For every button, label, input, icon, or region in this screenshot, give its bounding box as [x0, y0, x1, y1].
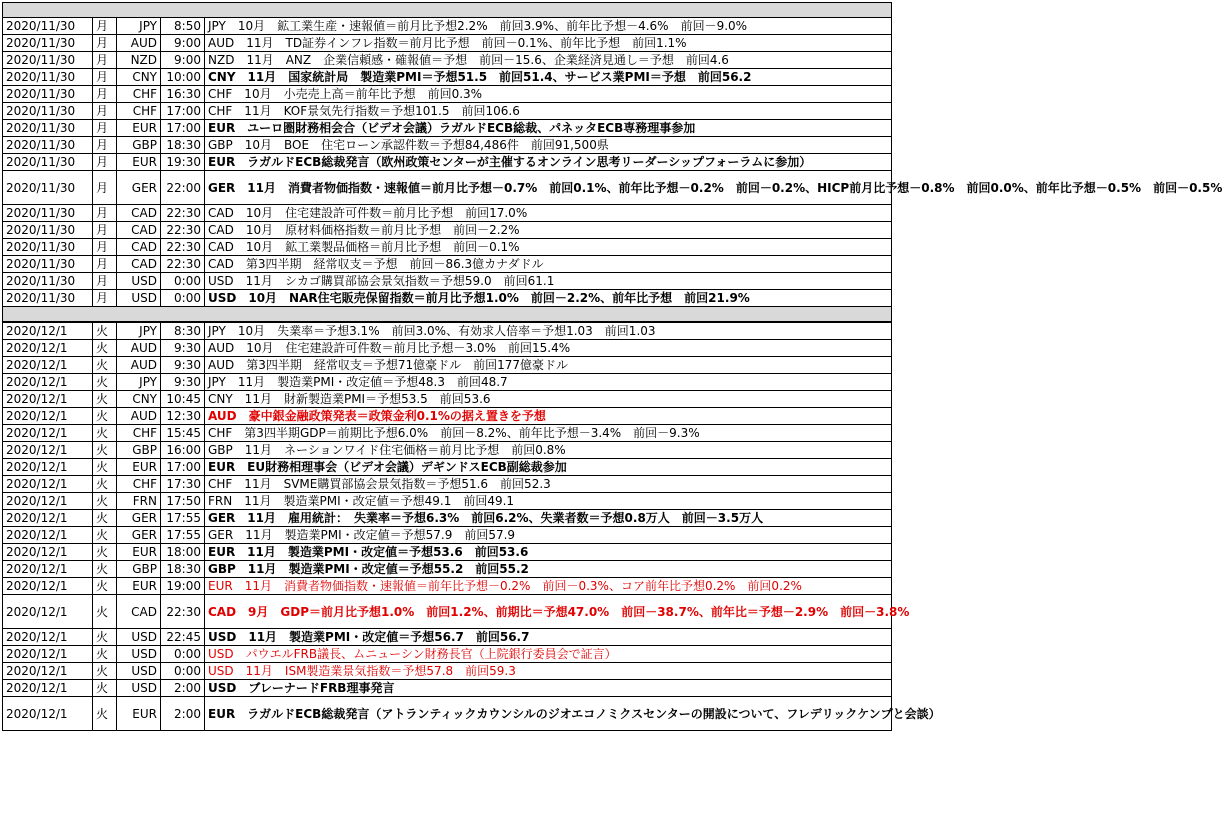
date-cell: 2020/11/30 — [3, 256, 93, 273]
event-cell: FRN 11月 製造業PMI・改定値＝予想49.1 前回49.1 — [205, 493, 892, 510]
currency-cell: GER — [117, 527, 161, 544]
event-cell: EUR ユーロ圏財務相会合（ビデオ会議）ラガルドECB総裁、パネッタECB専務理事参加 — [205, 120, 892, 137]
time-cell: 17:50 — [161, 493, 205, 510]
event-cell: AUD 豪中銀金融政策発表＝政策金利0.1%の据え置きを予想 — [205, 408, 892, 425]
calendar-row — [3, 697, 892, 731]
currency-cell: GBP — [117, 442, 161, 459]
event-cell: CHF 11月 SVME購買部協会景気指数＝予想51.6 前回52.3 — [205, 476, 892, 493]
calendar-row — [3, 52, 892, 69]
date-cell: 2020/12/1 — [3, 663, 93, 680]
currency-cell: AUD — [117, 340, 161, 357]
calendar-row — [3, 357, 892, 374]
weekday-cell: 火 — [93, 578, 117, 595]
currency-cell: GBP — [117, 561, 161, 578]
time-cell: 17:55 — [161, 527, 205, 544]
time-cell: 2:00 — [161, 680, 205, 697]
event-cell: EUR EU財務相理事会（ビデオ会議）デギンドスECB副総裁参加 — [205, 459, 892, 476]
currency-cell: CAD — [117, 239, 161, 256]
weekday-cell: 火 — [93, 340, 117, 357]
date-cell: 2020/11/30 — [3, 69, 93, 86]
time-cell: 8:50 — [161, 18, 205, 35]
separator-band — [3, 3, 892, 18]
date-cell: 2020/11/30 — [3, 154, 93, 171]
date-cell: 2020/12/1 — [3, 680, 93, 697]
calendar-row — [3, 69, 892, 86]
currency-cell: NZD — [117, 52, 161, 69]
event-cell: USD 10月 NAR住宅販売保留指数＝前月比予想1.0% 前回－2.2%、前年比予想 前回21.9% — [205, 290, 892, 307]
time-cell: 17:30 — [161, 476, 205, 493]
time-cell: 16:00 — [161, 442, 205, 459]
weekday-cell: 火 — [93, 544, 117, 561]
currency-cell: CHF — [117, 425, 161, 442]
weekday-cell: 月 — [93, 273, 117, 290]
calendar-row — [3, 340, 892, 357]
date-cell: 2020/12/1 — [3, 646, 93, 663]
time-cell: 2:00 — [161, 697, 205, 731]
time-cell: 10:45 — [161, 391, 205, 408]
event-cell: CHF 第3四半期GDP＝前期比予想6.0% 前回－8.2%、前年比予想－3.4% 前回－9.3% — [205, 425, 892, 442]
calendar-row — [3, 527, 892, 544]
event-cell: GER 11月 製造業PMI・改定値＝予想57.9 前回57.9 — [205, 527, 892, 544]
event-cell: CAD 9月 GDP＝前月比予想1.0% 前回1.2%、前期比＝予想47.0% 前回－38.7%、前年比＝予想－2.9% 前回－3.8% — [205, 595, 892, 629]
weekday-cell: 月 — [93, 69, 117, 86]
calendar-row — [3, 273, 892, 290]
time-cell: 0:00 — [161, 290, 205, 307]
date-cell: 2020/12/1 — [3, 697, 93, 731]
currency-cell: CAD — [117, 595, 161, 629]
calendar-row — [3, 374, 892, 391]
event-cell: CAD 10月 住宅建設許可件数＝前月比予想 前回17.0% — [205, 205, 892, 222]
weekday-cell: 月 — [93, 171, 117, 205]
weekday-cell: 月 — [93, 103, 117, 120]
calendar-row — [3, 322, 892, 340]
currency-cell: CAD — [117, 205, 161, 222]
calendar-row — [3, 290, 892, 307]
currency-cell: AUD — [117, 357, 161, 374]
time-cell: 0:00 — [161, 273, 205, 290]
currency-cell: CNY — [117, 69, 161, 86]
date-cell: 2020/12/1 — [3, 578, 93, 595]
time-cell: 22:00 — [161, 171, 205, 205]
time-cell: 22:45 — [161, 629, 205, 646]
calendar-row — [3, 103, 892, 120]
weekday-cell: 月 — [93, 18, 117, 35]
event-cell: EUR ラガルドECB総裁発言（アトランティックカウンシルのジオエコノミクスセンターの開設について、フレデリックケンプと会談） — [205, 697, 892, 731]
calendar-row — [3, 239, 892, 256]
currency-cell: EUR — [117, 154, 161, 171]
weekday-cell: 月 — [93, 52, 117, 69]
currency-cell: USD — [117, 663, 161, 680]
calendar-row — [3, 442, 892, 459]
date-cell: 2020/12/1 — [3, 357, 93, 374]
event-cell: JPY 10月 鉱工業生産・速報値＝前月比予想2.2% 前回3.9%、前年比予想－4.6% 前回－9.0% — [205, 18, 892, 35]
time-cell: 17:00 — [161, 103, 205, 120]
weekday-cell: 火 — [93, 680, 117, 697]
date-cell: 2020/11/30 — [3, 35, 93, 52]
weekday-cell: 月 — [93, 154, 117, 171]
calendar-row — [3, 222, 892, 239]
weekday-cell: 火 — [93, 629, 117, 646]
weekday-cell: 月 — [93, 222, 117, 239]
time-cell: 9:00 — [161, 52, 205, 69]
calendar-row — [3, 408, 892, 425]
date-cell: 2020/11/30 — [3, 52, 93, 69]
event-cell: USD ブレーナードFRB理事発言 — [205, 680, 892, 697]
time-cell: 15:45 — [161, 425, 205, 442]
calendar-row — [3, 561, 892, 578]
date-cell: 2020/11/30 — [3, 137, 93, 154]
date-cell: 2020/12/1 — [3, 340, 93, 357]
time-cell: 18:00 — [161, 544, 205, 561]
event-cell: EUR ラガルドECB総裁発言（欧州政策センターが主催するオンライン思考リーダーシップフォーラムに参加） — [205, 154, 892, 171]
weekday-cell: 月 — [93, 290, 117, 307]
event-cell: USD 11月 シカゴ購買部協会景気指数＝予想59.0 前回61.1 — [205, 273, 892, 290]
calendar-row — [3, 171, 892, 205]
weekday-cell: 火 — [93, 374, 117, 391]
event-cell: USD パウエルFRB議長、ムニューシン財務長官（上院銀行委員会で証言） — [205, 646, 892, 663]
currency-cell: AUD — [117, 408, 161, 425]
weekday-cell: 月 — [93, 205, 117, 222]
currency-cell: CNY — [117, 391, 161, 408]
date-cell: 2020/12/1 — [3, 374, 93, 391]
event-cell: JPY 10月 失業率＝予想3.1% 前回3.0%、有効求人倍率＝予想1.03 前回1.03 — [205, 322, 892, 340]
time-cell: 17:00 — [161, 120, 205, 137]
calendar-row — [3, 544, 892, 561]
time-cell: 9:30 — [161, 374, 205, 391]
currency-cell: EUR — [117, 544, 161, 561]
date-cell: 2020/11/30 — [3, 205, 93, 222]
weekday-cell: 火 — [93, 510, 117, 527]
calendar-row — [3, 595, 892, 629]
currency-cell: USD — [117, 273, 161, 290]
calendar-row — [3, 154, 892, 171]
date-cell: 2020/12/1 — [3, 322, 93, 340]
event-cell: CHF 10月 小売売上高＝前年比予想 前回0.3% — [205, 86, 892, 103]
date-cell: 2020/11/30 — [3, 103, 93, 120]
calendar-row — [3, 510, 892, 527]
weekday-cell: 火 — [93, 459, 117, 476]
date-cell: 2020/12/1 — [3, 408, 93, 425]
event-cell: CAD 10月 鉱工業製品価格＝前月比予想 前回－0.1% — [205, 239, 892, 256]
time-cell: 19:00 — [161, 578, 205, 595]
calendar-row — [3, 35, 892, 52]
currency-cell: CHF — [117, 476, 161, 493]
weekday-cell: 火 — [93, 527, 117, 544]
weekday-cell: 火 — [93, 357, 117, 374]
date-cell: 2020/11/30 — [3, 171, 93, 205]
time-cell: 10:00 — [161, 69, 205, 86]
event-cell: AUD 11月 TD証券インフレ指数＝前月比予想 前回－0.1%、前年比予想 前回1.1% — [205, 35, 892, 52]
time-cell: 16:30 — [161, 86, 205, 103]
weekday-cell: 火 — [93, 697, 117, 731]
time-cell: 22:30 — [161, 256, 205, 273]
weekday-cell: 月 — [93, 86, 117, 103]
currency-cell: USD — [117, 646, 161, 663]
event-cell: GBP 11月 製造業PMI・改定値＝予想55.2 前回55.2 — [205, 561, 892, 578]
date-cell: 2020/11/30 — [3, 290, 93, 307]
date-cell: 2020/12/1 — [3, 459, 93, 476]
weekday-cell: 月 — [93, 35, 117, 52]
event-cell: GBP 11月 ネーションワイド住宅価格＝前月比予想 前回0.8% — [205, 442, 892, 459]
time-cell: 19:30 — [161, 154, 205, 171]
weekday-cell: 火 — [93, 646, 117, 663]
currency-cell: FRN — [117, 493, 161, 510]
calendar-row — [3, 629, 892, 646]
time-cell: 0:00 — [161, 663, 205, 680]
event-cell: CNY 11月 国家統計局 製造業PMI＝予想51.5 前回51.4、サービス業PMI＝予想 前回56.2 — [205, 69, 892, 86]
currency-cell: GER — [117, 171, 161, 205]
calendar-row — [3, 680, 892, 697]
time-cell: 9:00 — [161, 35, 205, 52]
weekday-cell: 火 — [93, 493, 117, 510]
calendar-rows — [3, 3, 1222, 731]
date-cell: 2020/12/1 — [3, 595, 93, 629]
date-cell: 2020/11/30 — [3, 120, 93, 137]
event-cell: GBP 10月 BOE 住宅ローン承認件数＝予想84,486件 前回91,500県 — [205, 137, 892, 154]
currency-cell: GBP — [117, 137, 161, 154]
currency-cell: USD — [117, 680, 161, 697]
time-cell: 22:30 — [161, 222, 205, 239]
weekday-cell: 火 — [93, 595, 117, 629]
calendar-row — [3, 18, 892, 35]
event-cell: AUD 第3四半期 経常収支＝予想71億豪ドル 前回177億豪ドル — [205, 357, 892, 374]
weekday-cell: 火 — [93, 476, 117, 493]
time-cell: 22:30 — [161, 205, 205, 222]
event-cell: NZD 11月 ANZ 企業信頼感・確報値＝予想 前回－15.6、企業経済見通し＝予想 前回4.6 — [205, 52, 892, 69]
time-cell: 22:30 — [161, 239, 205, 256]
calendar-row — [3, 120, 892, 137]
date-cell: 2020/12/1 — [3, 510, 93, 527]
weekday-cell: 火 — [93, 408, 117, 425]
time-cell: 8:30 — [161, 322, 205, 340]
weekday-cell: 火 — [93, 442, 117, 459]
weekday-cell: 火 — [93, 425, 117, 442]
time-cell: 0:00 — [161, 646, 205, 663]
date-cell: 2020/11/30 — [3, 273, 93, 290]
weekday-cell: 月 — [93, 239, 117, 256]
time-cell: 9:30 — [161, 340, 205, 357]
weekday-cell: 月 — [93, 120, 117, 137]
weekday-cell: 火 — [93, 663, 117, 680]
calendar-row — [3, 137, 892, 154]
time-cell: 18:30 — [161, 137, 205, 154]
event-cell: EUR 11月 製造業PMI・改定値＝予想53.6 前回53.6 — [205, 544, 892, 561]
weekday-cell: 月 — [93, 137, 117, 154]
currency-cell: USD — [117, 629, 161, 646]
currency-cell: EUR — [117, 120, 161, 137]
date-cell: 2020/12/1 — [3, 527, 93, 544]
time-cell: 17:55 — [161, 510, 205, 527]
weekday-cell: 火 — [93, 322, 117, 340]
weekday-cell: 火 — [93, 561, 117, 578]
date-cell: 2020/12/1 — [3, 629, 93, 646]
calendar-row — [3, 256, 892, 273]
calendar-row — [3, 205, 892, 222]
date-cell: 2020/12/1 — [3, 544, 93, 561]
calendar-row — [3, 476, 892, 493]
day-separator-row — [3, 3, 892, 18]
currency-cell: CAD — [117, 222, 161, 239]
time-cell: 22:30 — [161, 595, 205, 629]
currency-cell: EUR — [117, 578, 161, 595]
currency-cell: EUR — [117, 459, 161, 476]
currency-cell: JPY — [117, 374, 161, 391]
event-cell: EUR 11月 消費者物価指数・速報値＝前年比予想－0.2% 前回－0.3%、コア前年比予想0.2% 前回0.2% — [205, 578, 892, 595]
event-cell: CHF 11月 KOF景気先行指数＝予想101.5 前回106.6 — [205, 103, 892, 120]
event-cell: GER 11月 消費者物価指数・速報値＝前月比予想－0.7% 前回0.1%、前年比予想－0.2% 前回－0.2%、HICP前月比予想－0.8% 前回0.0%、前年比予想－0.5% 前回－0.5% — [205, 171, 892, 205]
calendar-row — [3, 578, 892, 595]
time-cell: 12:30 — [161, 408, 205, 425]
date-cell: 2020/12/1 — [3, 561, 93, 578]
time-cell: 17:00 — [161, 459, 205, 476]
date-cell: 2020/12/1 — [3, 391, 93, 408]
calendar-row — [3, 493, 892, 510]
time-cell: 9:30 — [161, 357, 205, 374]
calendar-row — [3, 391, 892, 408]
calendar-row — [3, 646, 892, 663]
date-cell: 2020/11/30 — [3, 18, 93, 35]
currency-cell: AUD — [117, 35, 161, 52]
currency-cell: GER — [117, 510, 161, 527]
date-cell: 2020/11/30 — [3, 86, 93, 103]
calendar-row — [3, 425, 892, 442]
weekday-cell: 火 — [93, 391, 117, 408]
currency-cell: CHF — [117, 86, 161, 103]
event-cell: AUD 10月 住宅建設許可件数＝前月比予想－3.0% 前回15.4% — [205, 340, 892, 357]
time-cell: 18:30 — [161, 561, 205, 578]
date-cell: 2020/12/1 — [3, 493, 93, 510]
event-cell: CNY 11月 財新製造業PMI＝予想53.5 前回53.6 — [205, 391, 892, 408]
currency-cell: CHF — [117, 103, 161, 120]
event-cell: USD 11月 ISM製造業景気指数＝予想57.8 前回59.3 — [205, 663, 892, 680]
currency-cell: EUR — [117, 697, 161, 731]
event-cell: GER 11月 雇用統計： 失業率＝予想6.3% 前回6.2%、失業者数＝予想0.8万人 前回－3.5万人 — [205, 510, 892, 527]
date-cell: 2020/12/1 — [3, 442, 93, 459]
day-separator-row — [3, 307, 892, 323]
date-cell: 2020/12/1 — [3, 425, 93, 442]
event-cell: CAD 第3四半期 経常収支＝予想 前回－86.3億カナダドル — [205, 256, 892, 273]
currency-cell: JPY — [117, 18, 161, 35]
currency-cell: USD — [117, 290, 161, 307]
date-cell: 2020/11/30 — [3, 239, 93, 256]
economic-calendar-table — [2, 2, 1222, 731]
currency-cell: JPY — [117, 322, 161, 340]
calendar-row — [3, 459, 892, 476]
event-cell: CAD 10月 原材料価格指数＝前月比予想 前回－2.2% — [205, 222, 892, 239]
currency-cell: CAD — [117, 256, 161, 273]
event-cell: USD 11月 製造業PMI・改定値＝予想56.7 前回56.7 — [205, 629, 892, 646]
date-cell: 2020/11/30 — [3, 222, 93, 239]
date-cell: 2020/12/1 — [3, 476, 93, 493]
event-cell: JPY 11月 製造業PMI・改定値＝予想48.3 前回48.7 — [205, 374, 892, 391]
calendar-row — [3, 663, 892, 680]
separator-band — [3, 307, 892, 323]
calendar-row — [3, 86, 892, 103]
weekday-cell: 月 — [93, 256, 117, 273]
